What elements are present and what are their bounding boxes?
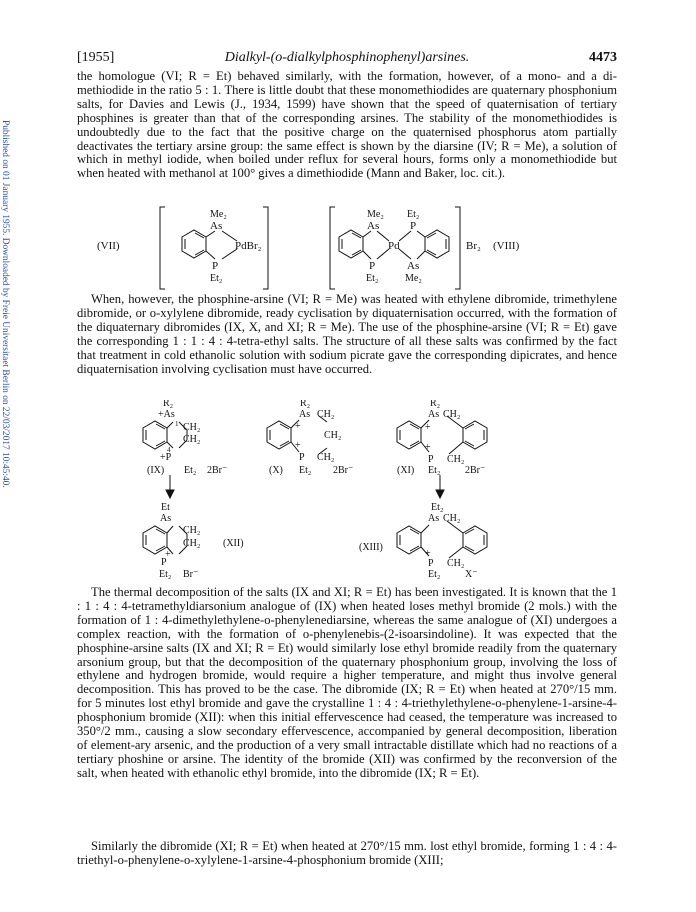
ix-pos1: 1 (175, 420, 179, 428)
viii-top-group-1: Me₂ (367, 209, 384, 220)
xi-bottom-atom: P (428, 454, 434, 465)
xiii-bottom-atom: P (428, 558, 434, 569)
figure-salts (77, 400, 617, 580)
paragraph-3: The thermal decomposition of the salts (IX and XI; R = Et) has been investigated. It is known that the 1 : 1 : 4 : 4-tetramethyldiarsonium analogue of (IX) when heated loses methyl bromide (2 mols.) with the formation of 1 : 4-dimethylethylene-o-phenylenediarsine, whereas the same analogue of (XI) undergoes a complex reaction, with the formation of o-phenylenebis-(2-isoarsindoline). It was expected that the phosphine-arsine salts (IX and XI; R = Et) would similarly lose ethyl bromide readily from the quaternary arsonium group, but that the decomposition of the quaternary phosphonium group, involving the loss of ethylene and hydrogen bromide, would require a higher temperature, and might thus involve general decomposition. This has proved to be the case. The dibromide (IX; R = Et) when heated at 270°/15 mm. for 5 minutes lost ethyl bromide and gave the crystalline 1 : 4 : 4-triethylethylene-o-phenylene-1-arsine-4-phosphonium bromide (XII): when this initial effervescence had ceased, the temperature was increased to 350°/2 mm., causing a slow secondary effervescence, accompanied by general decomposition, liberation of element-ary arsenic, and the production of a very small intractable distillate which had no reactions of a tertiary phoshine or arsine. The identity of the bromide (XII) was confirmed by the reconversion of the salt, when heated with ethanolic ethyl bromide, into the dibromide (IX; R = Et). (77, 585, 617, 780)
xi-ch2-bottom: CH₂ (447, 454, 465, 465)
paragraph-4: Similarly the dibromide (XI; R = Et) when heated at 270°/15 mm. lost ethyl bromide, forming 1 : 4 : 4-triethyl-o-phenylene-o-xylylene-1-arsine-4-phosphonium bromide (XIII; (77, 839, 617, 867)
x-anion: 2Br⁻ (333, 465, 354, 476)
ix-anion: 2Br⁻ (207, 465, 228, 476)
ix-top-group: R₂ (163, 400, 174, 409)
xii-ch2b: CH₂ (183, 538, 201, 549)
x-plus-bottom: + (295, 440, 301, 451)
x-bottom-atom: P (299, 452, 305, 463)
vii-bottom-atom: P (212, 260, 219, 272)
xi-plus-bottom: + (425, 442, 431, 453)
xii-plus: + (165, 549, 171, 560)
x-ch2-bottom: CH₂ (317, 452, 335, 463)
ix-label: (IX) (147, 465, 165, 476)
xiii-plus: + (425, 548, 431, 559)
xi-top-group: R₂ (430, 400, 441, 409)
running-header (77, 50, 617, 70)
x-ch2-top: CH₂ (317, 409, 335, 420)
paragraph-2: When, however, the phosphine-arsine (VI; R = Me) was heated with ethylene dibromide, trimethylene dibromide, or o-xylylene dibromide, ready cyclisation by diquaternisation occurred, with the formation of the diquaternary dibromides (IX, X, and XI; R = Me). The use of the phosphine-arsine (VI; R = Et) gave the corresponding 1 : 1 : 4 : 4-tetra-ethyl salts. The structure of all these salts was confirmed by the fact that treatment in cold ethanolic solution with sodium picrate gave the corresponding dipicrates, and hence diquaternisation involving cyclisation must have occurred. (77, 292, 617, 376)
xiii-ch2-top: CH₂ (443, 513, 461, 524)
xi-label: (XI) (397, 465, 415, 476)
xii-bottom-group: Et₂ (159, 569, 172, 580)
xii-top-group: Et (161, 502, 170, 513)
vii-top-atom: As (210, 220, 223, 232)
xiii-top-group: Et₂ (431, 502, 444, 513)
xii-ch2a: CH₂ (183, 525, 201, 536)
viii-bottom-group-2: Me₂ (405, 273, 422, 284)
x-top-atom: As (299, 409, 311, 420)
xiii-anion: X⁻ (465, 569, 478, 580)
viii-bottom-atom-1: P (369, 260, 376, 272)
viii-top-group-2: Et₂ (407, 209, 420, 220)
figure-complexes (77, 205, 617, 295)
viii-bottom-atom-2: As (407, 260, 420, 272)
xii-top-atom: As (160, 513, 172, 524)
ix-ch2a: CH₂ (183, 422, 201, 433)
x-bottom-group: Et₂ (299, 465, 312, 476)
xiii-top-atom: As (428, 513, 440, 524)
ix-ch2b: CH₂ (183, 434, 201, 445)
xiii-label: (XIII) (359, 542, 383, 553)
xi-bottom-group: Et₂ (428, 465, 441, 476)
page-number: 4473 (589, 50, 617, 65)
x-plus-top: + (295, 421, 301, 432)
xiii-ch2-bottom: CH₂ (447, 558, 465, 569)
download-note: Published on 01 January 1955. Downloaded by Freie Universitaet Berlin on 22/03/2017 10:45:40. (0, 120, 10, 488)
x-label: (X) (269, 465, 283, 476)
vii-metal: PdBr₂ (235, 240, 262, 252)
x-ch2-mid: CH₂ (324, 430, 342, 441)
xi-anion: 2Br⁻ (465, 465, 486, 476)
xi-plus-top: + (425, 422, 431, 433)
xi-top-atom: As (428, 409, 440, 420)
header-title: Dialkyl-(o-dialkylphosphinophenyl)arsines. (224, 50, 470, 65)
download-watermark (0, 120, 16, 680)
xi-ch2-top: CH₂ (443, 409, 461, 420)
xiii-bottom-group: Et₂ (428, 569, 441, 580)
header-year: [1955] (77, 50, 115, 65)
viii-metal: Pd (388, 240, 400, 252)
xii-bottom-atom: P (161, 557, 167, 568)
label-vii: (VII) (97, 240, 120, 252)
ix-top-atom: +As (158, 409, 175, 420)
xii-label: (XII) (223, 538, 244, 549)
vii-bottom-group: Et₂ (210, 273, 223, 284)
viii-top-atom-2: P (410, 220, 417, 232)
paragraph-1: the homologue (VI; R = Et) behaved similarly, with the formation, however, of a mono- and a di-methiodide in the ratio 5 : 1. There is little doubt that these monomethiodides are quaternary phosphonium salts, for Davies and Lewis (J., 1934, 1599) have shown that the speed of quaternisation of tertiary phosphines is greater than that of the corresponding arsines. The stability of the monomethiodides is undoubtedly due to the fact that the positive charge on the quaternised phosphorus atom partially deactivates the tertiary arsine group: the same effect is shown by the diarsine (IV; R = Me), a solution of which in methyl iodide, when boiled under reflux for several hours, forms only a monomethiodide but when heated with methanol at 100° gives a dimethiodide (Mann and Baker, loc. cit.). (77, 69, 617, 181)
ix-bottom-group: Et₂ (184, 465, 197, 476)
x-top-group: R₂ (300, 400, 311, 409)
label-viii: (VIII) (493, 240, 520, 252)
ix-bottom-atom: +P (160, 452, 172, 463)
vii-top-group: Me₂ (210, 209, 227, 220)
viii-bottom-group-1: Et₂ (366, 273, 379, 284)
viii-counter-ion: Br₂ (466, 240, 481, 252)
xii-anion: Br⁻ (183, 569, 199, 580)
ix-pos4: 4 (167, 446, 171, 454)
viii-top-atom-1: As (367, 220, 380, 232)
